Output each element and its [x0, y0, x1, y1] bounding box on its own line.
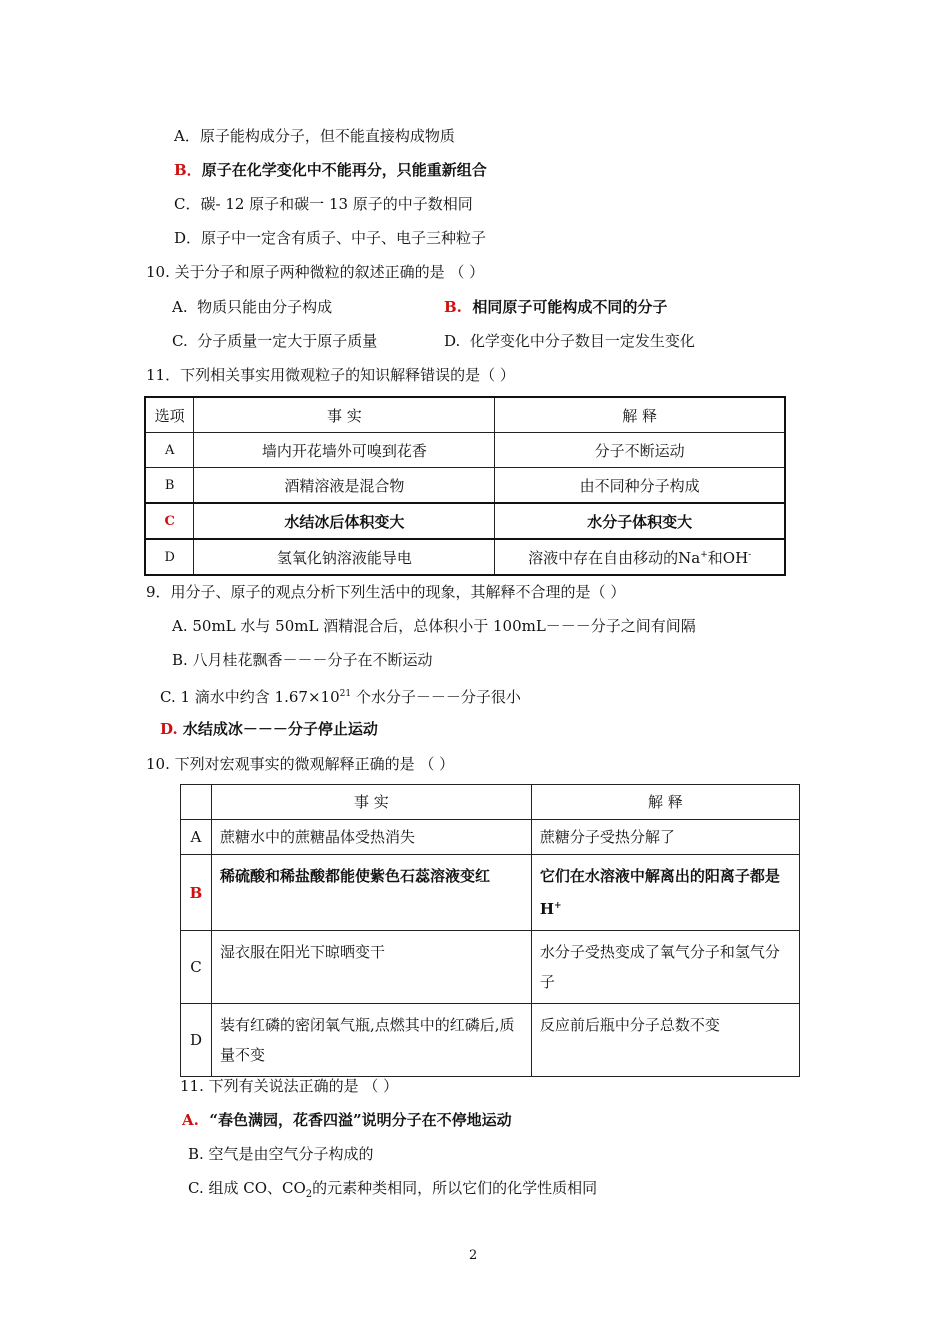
option-b-answer: [444, 297, 667, 317]
table-row: [181, 931, 800, 1004]
table-row: [145, 468, 785, 504]
table-row-answer: [181, 855, 800, 931]
table-row: [145, 433, 785, 468]
option-letter: C.: [172, 332, 188, 350]
option-text: 原子在化学变化中不能再分，只能重新组合: [201, 161, 487, 179]
option-text: 原子中一定含有质子、中子、电子三种粒子: [201, 229, 487, 247]
fact-cell: 装有红磷的密闭氧气瓶,点燃其中的红磷后,质量不变: [211, 1004, 531, 1077]
option-b-answer: [174, 160, 487, 180]
option-cell: A: [181, 820, 212, 855]
superscript: +: [700, 549, 708, 560]
table-header-row: [181, 785, 800, 820]
option-b: B. 空气是由空气分子构成的: [188, 1145, 374, 1163]
explanation-cell: [495, 539, 785, 575]
explanation-cell: 由不同种分子构成: [495, 468, 785, 504]
answer-option-cell: B: [181, 855, 212, 931]
option-c: [172, 331, 377, 351]
option-text: 物质只能由分子构成: [197, 298, 333, 316]
option-letter: C．: [174, 195, 201, 213]
answer-letter: A.: [182, 1111, 199, 1129]
option-letter: A.: [172, 298, 188, 316]
option-text: 碳- 12 原子和碳一 13 原子的中子数相同: [200, 195, 473, 213]
option-text: C. 组成 CO、CO: [188, 1179, 306, 1197]
table-row: [145, 539, 785, 575]
option-a: [174, 126, 455, 146]
option-letter: A．: [174, 127, 200, 145]
explanation-cell: 水分子体积变大: [495, 503, 785, 539]
option-c: [188, 1178, 597, 1205]
option-text: 分子质量一定大于原子质量: [197, 332, 378, 350]
explanation-table: [180, 784, 800, 1077]
option-letter: D．: [174, 229, 202, 247]
answer-letter: D.: [160, 720, 178, 738]
option-text: “春色满园，花香四溢”说明分子在不停地运动: [209, 1111, 512, 1129]
option-cell: A: [145, 433, 194, 468]
option-a: [172, 297, 332, 317]
option-text: C. 1 滴水中约含 1.67×10: [160, 688, 340, 706]
table-header-row: [145, 397, 785, 433]
option-text: 的元素种类相同，所以它们的化学性质相同: [312, 1179, 598, 1197]
header-cell: 事 实: [194, 397, 495, 433]
answer-letter: B．: [174, 161, 202, 179]
explanation-text: 它们在水溶液中解离出的阳离子都是 H: [539, 867, 780, 918]
subscript: 2: [305, 1189, 313, 1200]
option-cell: D: [181, 1004, 212, 1077]
table-row: [181, 820, 800, 855]
option-text: 相同原子可能构成不同的分子: [472, 298, 668, 316]
table-row-answer: [145, 503, 785, 539]
option-cell: D: [145, 539, 194, 575]
table-row: [181, 1004, 800, 1077]
question-stem: 10. 关于分子和原子两种微粒的叙述正确的是 （ ）: [146, 263, 485, 281]
explanation-text: 溶液中存在自由移动的Na: [528, 548, 701, 567]
page-number: 2: [469, 1248, 478, 1263]
explanation-cell: 水分子受热变成了氧气分子和氢气分子: [531, 931, 799, 1004]
option-cell: B: [145, 468, 194, 504]
option-a: A. 50mL 水与 50mL 酒精混合后，总体积小于 100mL－－－分子之间有间隔: [172, 617, 696, 635]
question-stem: 11．下列相关事实用微观粒子的知识解释错误的是（ ）: [146, 366, 515, 384]
header-cell-empty: [181, 785, 212, 820]
fact-cell: 酒精溶液是混合物: [194, 468, 495, 504]
fact-cell: 蔗糖水中的蔗糖晶体受热消失: [211, 820, 531, 855]
explanation-cell: [531, 855, 799, 931]
explanation-cell: 蔗糖分子受热分解了: [531, 820, 799, 855]
question-stem: 9．用分子、原子的观点分析下列生活中的现象，其解释不合理的是（ ）: [146, 583, 626, 601]
option-a-answer: [182, 1110, 512, 1130]
explanation-cell: 分子不断运动: [495, 433, 785, 468]
answer-letter: B.: [444, 298, 462, 316]
fact-cell: 氢氧化钠溶液能导电: [194, 539, 495, 575]
fact-cell: 稀硫酸和稀盐酸都能使紫色石蕊溶液变红: [211, 855, 531, 931]
superscript: -: [748, 549, 752, 560]
option-d-answer: [160, 719, 378, 739]
fact-cell: 水结冰后体积变大: [194, 503, 495, 539]
header-cell: 事 实: [211, 785, 531, 820]
answer-table: [144, 396, 786, 576]
option-b: B. 八月桂花飘香－－－分子在不断运动: [172, 651, 433, 669]
option-cell: C: [181, 931, 212, 1004]
superscript: 21: [339, 689, 352, 699]
question-stem: 10. 下列对宏观事实的微观解释正确的是 （ ）: [146, 755, 455, 773]
option-letter: D.: [444, 332, 461, 350]
explanation-text: 和OH: [707, 548, 749, 567]
option-text: 化学变化中分子数目一定发生变化: [469, 332, 695, 350]
header-cell: 选项: [145, 397, 194, 433]
option-text: 个水分子－－－分子很小: [351, 688, 521, 706]
explanation-cell: 反应前后瓶中分子总数不变: [531, 1004, 799, 1077]
option-text: 原子能构成分子，但不能直接构成物质: [199, 127, 455, 145]
header-cell: 解 释: [495, 397, 785, 433]
fact-cell: 墙内开花墙外可嗅到花香: [194, 433, 495, 468]
option-c: [174, 194, 473, 214]
answer-option-cell: C: [145, 503, 194, 539]
option-d: [174, 228, 486, 248]
option-text: 水结成冰－－－分子停止运动: [177, 720, 378, 738]
fact-cell: 湿衣服在阳光下晾晒变干: [211, 931, 531, 1004]
option-c: [160, 684, 521, 707]
question-stem: 11. 下列有关说法正确的是 （ ）: [180, 1077, 399, 1095]
superscript: +: [554, 901, 562, 911]
header-cell: 解 释: [531, 785, 799, 820]
option-d: [444, 331, 695, 351]
